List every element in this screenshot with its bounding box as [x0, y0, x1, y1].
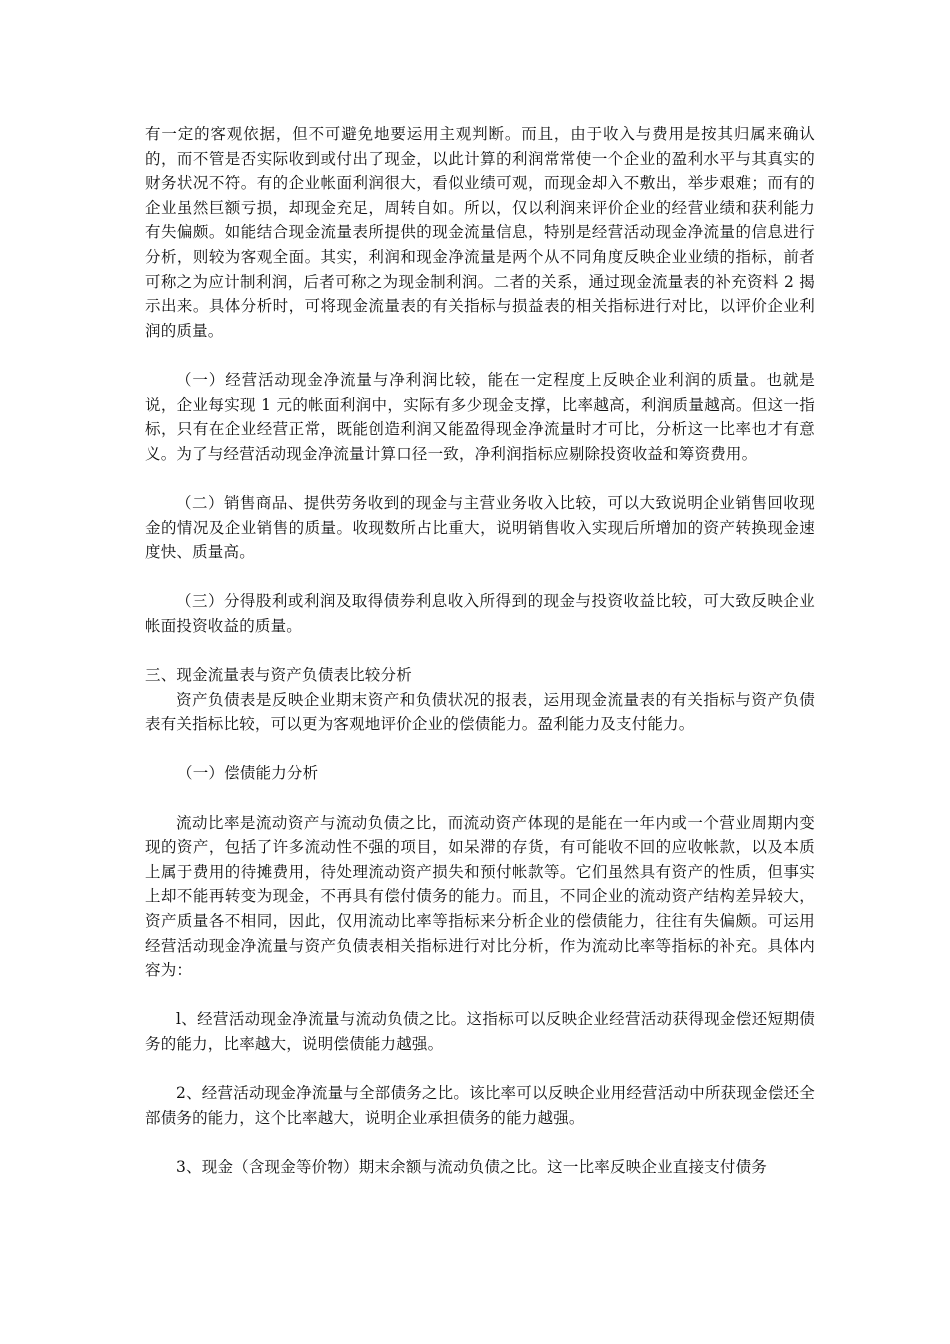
list-item-2: 2、经营活动现金净流量与全部债务之比。该比率可以反映企业用经营活动中所获现金偿还全部债务的能力，这个比率越大，说明企业承担债务的能力越强。: [145, 1084, 815, 1127]
paragraph-gap: [145, 786, 815, 811]
paragraph-gap: [145, 1057, 815, 1082]
paragraph-gap: [145, 737, 815, 762]
paragraph-gap: [145, 343, 815, 368]
paragraph-profit-basis: 有一定的客观依据，但不可避免地要运用主观判断。而且，由于收入与费用是按其归属来确认的，而不管是否实际收到或付出了现金，以此计算的利润常常使一个企业的盈利水平与其真实的财务状况不符。有的企业帐面利润很大，看似业绩可观，而现金却入不敷出，举步艰难；而有的企业虽然巨额亏损，却现金充足，周转自如。所以，仅以利润来评价企业的经营业绩和获利能力有失偏颇。如能结合现金流量表所提供的现金流量信息，特别是经营活动现金净流量的信息进行分析，则较为客观全面。其实，利润和现金净流量是两个从不同角度反映企业业绩的指标，前者可称之为应计制利润，后者可称之为现金制利润。二者的关系，通过现金流量表的补充资料 2 揭示出来。具体分析时，可将现金流量表的有关指标与损益表的相关指标进行对比，以评价企业利润的质量。: [145, 125, 815, 340]
document-body: [145, 122, 815, 1180]
paragraph-gap: [145, 466, 815, 491]
paragraph-gap: [145, 565, 815, 590]
paragraph-gap: [145, 638, 815, 663]
paragraph-item-3: （三）分得股利或利润及取得债券利息收入所得到的现金与投资收益比较，可大致反映企业帐面投资收益的质量。: [145, 592, 815, 635]
paragraph-item-2: （二）销售商品、提供劳务收到的现金与主营业务收入比较，可以大致说明企业销售回收现金的情况及企业销售的质量。收现数所占比重大，说明销售收入实现后所增加的资产转换现金速度快、质量高。: [145, 493, 815, 562]
paragraph-gap: [145, 1130, 815, 1155]
paragraph-item-1: （一）经营活动现金净流量与净利润比较，能在一定程度上反映企业利润的质量。也就是说，企业每实现 1 元的帐面利润中，实际有多少现金支撑，比率越高，利润质量越高。但这一指标，只有在企业经营正常，既能创造利润又能盈得现金净流量时才可比，分析这一比率也才有意义。为了与经营活动现金净流量计算口径一致，净利润指标应剔除投资收益和筹资费用。: [145, 370, 815, 463]
list-item-1: l、经营活动现金净流量与流动负债之比。这指标可以反映企业经营活动获得现金偿还短期债务的能力，比率越大，说明偿债能力越强。: [145, 1010, 815, 1053]
paragraph-current-ratio: 流动比率是流动资产与流动负债之比，而流动资产体现的是能在一年内或一个营业周期内变现的资产，包括了许多流动性不强的项目，如呆滞的存货，有可能收不回的应收帐款，以及本质上属于费用的待摊费用，待处理流动资产损失和预付帐款等。它们虽然具有资产的性质，但事实上却不能再转变为现金，不再具有偿付债务的能力。而且，不同企业的流动资产结构差异较大，资产质量各不相同，因此，仅用流动比率等指标来分析企业的偿债能力，往往有失偏颇。可运用经营活动现金净流量与资产负债表相关指标进行对比分析，作为流动比率等指标的补充。具体内容为：: [145, 813, 815, 980]
paragraph-gap: [145, 983, 815, 1008]
list-item-3: 3、现金（含现金等价物）期末余额与流动负债之比。这一比率反映企业直接支付债务: [176, 1157, 767, 1176]
paragraph-balance-sheet: 资产负债表是反映企业期末资产和负债状况的报表，运用现金流量表的有关指标与资产负债表有关指标比较，可以更为客观地评价企业的偿债能力。盈利能力及支付能力。: [145, 690, 815, 734]
subsection-heading: （一）偿债能力分析: [177, 764, 319, 783]
section-heading: 三、现金流量表与资产负债表比较分析: [145, 666, 412, 685]
